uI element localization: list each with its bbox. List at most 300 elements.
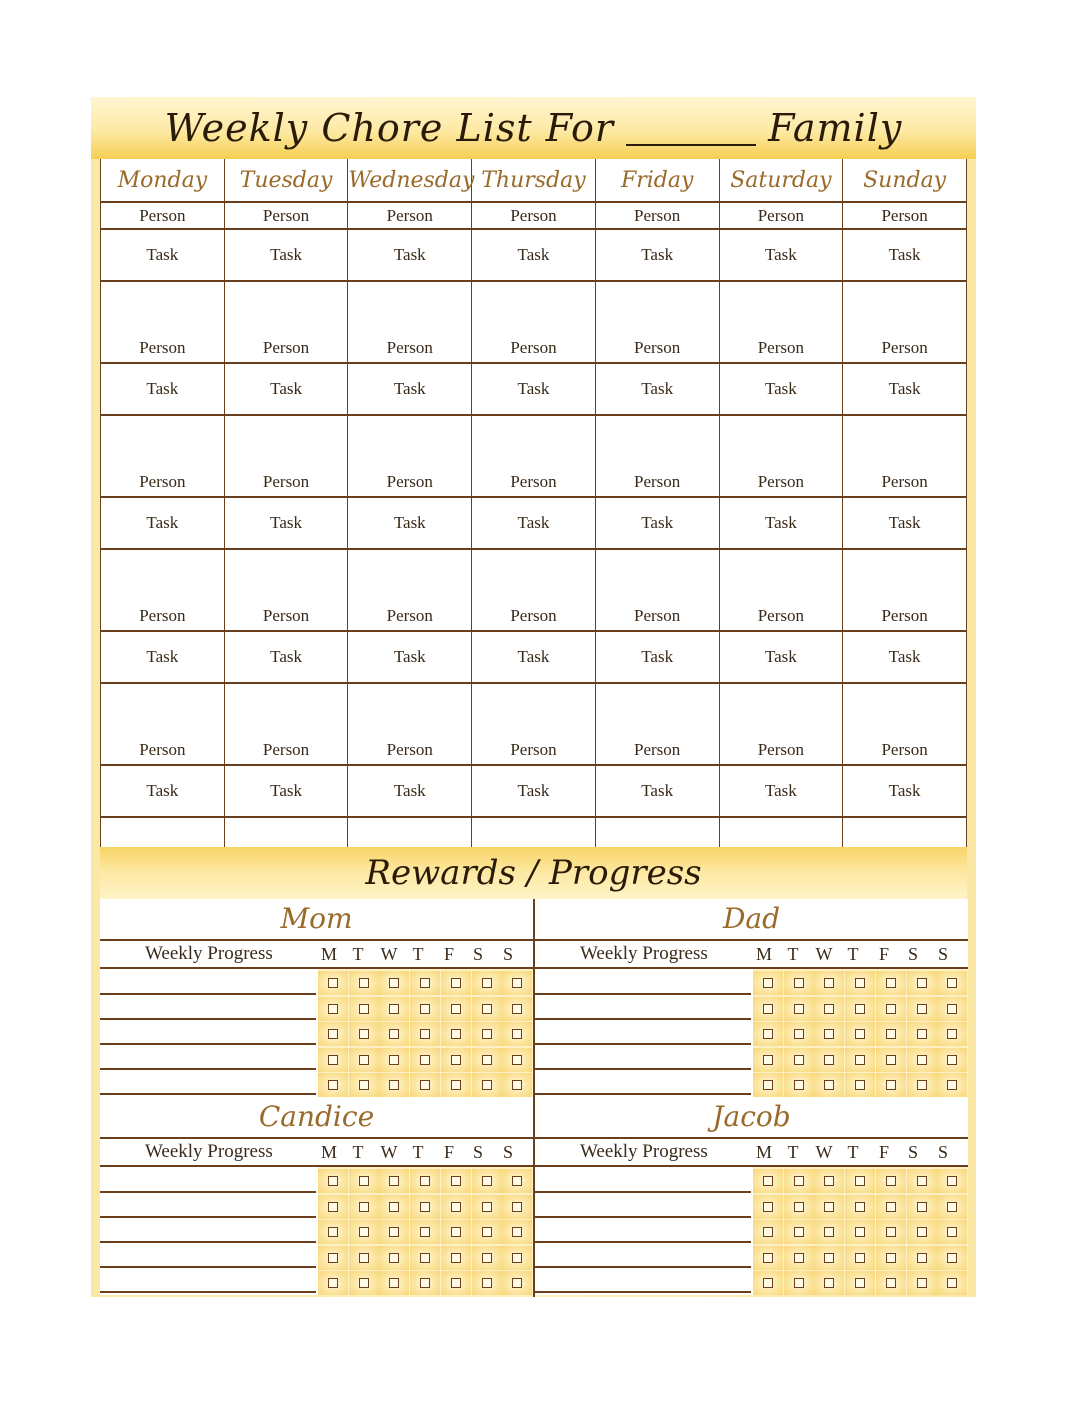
checkbox-square-icon <box>359 1029 369 1039</box>
checkbox[interactable] <box>753 1195 783 1219</box>
day-letter: S <box>502 1142 513 1162</box>
task-row <box>101 765 967 817</box>
checkbox[interactable] <box>937 971 967 995</box>
person-cell-saturday[interactable]: Person <box>719 549 843 631</box>
checkbox[interactable] <box>784 1073 814 1097</box>
checkbox[interactable] <box>349 1220 379 1244</box>
checkbox[interactable] <box>876 1195 906 1219</box>
checkbox[interactable] <box>753 1220 783 1244</box>
person-cell-sunday[interactable]: Person <box>843 281 967 363</box>
checkbox[interactable] <box>876 1246 906 1270</box>
person-cell-friday[interactable]: Person <box>595 683 719 765</box>
checkbox[interactable] <box>907 1195 937 1219</box>
checkbox[interactable] <box>472 1246 502 1270</box>
person-cell-thursday[interactable]: Person <box>472 683 596 765</box>
task-cell-saturday[interactable]: Task <box>719 497 843 549</box>
checkbox-square-icon <box>947 1080 957 1090</box>
task-cell-friday[interactable]: Task <box>595 363 719 415</box>
task-cell-sunday[interactable]: Task <box>843 363 967 415</box>
checkbox[interactable] <box>318 1271 348 1295</box>
checkbox-square-icon <box>482 1253 492 1263</box>
checkbox[interactable] <box>349 1073 379 1097</box>
task-cell-wednesday[interactable]: Task <box>348 765 472 817</box>
checkbox[interactable] <box>937 1022 967 1046</box>
checkbox[interactable] <box>814 1246 844 1270</box>
checkbox-square-icon <box>886 1202 896 1212</box>
checkbox[interactable] <box>814 1271 844 1295</box>
checkbox[interactable] <box>753 997 783 1021</box>
checkbox[interactable] <box>379 1246 409 1270</box>
checkbox-square-icon <box>763 1176 773 1186</box>
task-cell-saturday[interactable]: Task <box>719 363 843 415</box>
checkbox[interactable] <box>814 1220 844 1244</box>
person-cell-thursday[interactable]: Person <box>472 415 596 497</box>
progress-write-line[interactable] <box>100 1266 316 1268</box>
task-cell-thursday[interactable]: Task <box>472 229 596 281</box>
person-cell-wednesday[interactable]: Person <box>348 415 472 497</box>
checkbox-square-icon <box>328 978 338 988</box>
day-header-row <box>101 159 967 202</box>
person-cell-friday[interactable]: Person <box>595 415 719 497</box>
checkbox[interactable] <box>441 971 471 995</box>
title-suffix: Family <box>768 106 903 150</box>
checkbox[interactable] <box>441 1048 471 1072</box>
checkbox[interactable] <box>845 997 875 1021</box>
checkbox-square-icon <box>947 1176 957 1186</box>
day-letter: F <box>443 944 454 964</box>
checkbox[interactable] <box>784 1220 814 1244</box>
checkbox[interactable] <box>876 1271 906 1295</box>
task-cell-monday[interactable]: Task <box>101 765 225 817</box>
checkbox[interactable] <box>907 1169 937 1193</box>
checkbox[interactable] <box>814 971 844 995</box>
progress-write-line[interactable] <box>100 1241 316 1243</box>
task-cell-wednesday[interactable]: Task <box>348 497 472 549</box>
progress-write-line[interactable] <box>535 1093 751 1095</box>
progress-write-line[interactable] <box>535 1291 751 1293</box>
task-cell-saturday[interactable]: Task <box>719 631 843 683</box>
person-cell-tuesday[interactable]: Person <box>224 549 348 631</box>
checkbox[interactable] <box>410 1271 440 1295</box>
checkbox[interactable] <box>907 1246 937 1270</box>
checkbox[interactable] <box>907 971 937 995</box>
checkbox[interactable] <box>379 1220 409 1244</box>
checkbox[interactable] <box>876 1048 906 1072</box>
checkbox-square-icon <box>794 1080 804 1090</box>
checkbox[interactable] <box>502 997 532 1021</box>
person-cell-tuesday[interactable]: Person <box>224 202 348 229</box>
checkbox-square-icon <box>947 1202 957 1212</box>
day-letter: W <box>380 1142 398 1162</box>
checkbox[interactable] <box>907 1022 937 1046</box>
checkbox[interactable] <box>907 1271 937 1295</box>
checkbox[interactable] <box>784 997 814 1021</box>
person-cell-sunday[interactable]: Person <box>843 415 967 497</box>
checkbox[interactable] <box>502 1220 532 1244</box>
task-cell-thursday[interactable]: Task <box>472 765 596 817</box>
page-title <box>165 106 903 150</box>
checkbox[interactable] <box>753 1246 783 1270</box>
checkbox-square-icon <box>855 1253 865 1263</box>
checkbox[interactable] <box>845 1048 875 1072</box>
checkbox[interactable] <box>379 1022 409 1046</box>
checkbox-square-icon <box>420 1055 430 1065</box>
progress-write-line[interactable] <box>100 1093 316 1095</box>
task-cell-saturday[interactable]: Task <box>719 229 843 281</box>
checkbox[interactable] <box>379 1195 409 1219</box>
task-cell-sunday[interactable]: Task <box>843 631 967 683</box>
checkbox-square-icon <box>328 1227 338 1237</box>
person-cell-sunday[interactable]: Person <box>843 202 967 229</box>
day-letter: T <box>787 944 799 964</box>
checkbox[interactable] <box>814 1048 844 1072</box>
checkbox[interactable] <box>502 1271 532 1295</box>
person-name: Jacob <box>535 1097 968 1139</box>
checkbox[interactable] <box>753 1169 783 1193</box>
checkbox[interactable] <box>441 997 471 1021</box>
checkbox[interactable] <box>410 997 440 1021</box>
checkbox-square-icon <box>359 1176 369 1186</box>
day-letter: M <box>320 944 337 964</box>
task-cell-wednesday[interactable]: Task <box>348 363 472 415</box>
checkbox[interactable] <box>318 1220 348 1244</box>
progress-write-line[interactable] <box>100 1191 316 1193</box>
checkbox[interactable] <box>845 1220 875 1244</box>
checkbox-square-icon <box>420 1253 430 1263</box>
checkbox-square-icon <box>855 1176 865 1186</box>
progress-write-line[interactable] <box>535 1216 751 1218</box>
progress-write-line[interactable] <box>100 1291 316 1293</box>
checkbox[interactable] <box>349 1022 379 1046</box>
task-cell-sunday[interactable]: Task <box>843 497 967 549</box>
checkbox[interactable] <box>349 1169 379 1193</box>
task-cell-friday[interactable]: Task <box>595 229 719 281</box>
checkbox[interactable] <box>502 1195 532 1219</box>
checkbox[interactable] <box>784 1195 814 1219</box>
task-cell-sunday[interactable]: Task <box>843 765 967 817</box>
progress-write-line[interactable] <box>100 1068 316 1070</box>
checkbox-square-icon <box>794 1278 804 1288</box>
checkbox[interactable] <box>441 1271 471 1295</box>
checkbox[interactable] <box>349 1048 379 1072</box>
checkbox[interactable] <box>441 1195 471 1219</box>
checkbox[interactable] <box>937 1246 967 1270</box>
task-cell-tuesday[interactable]: Task <box>224 229 348 281</box>
checkbox[interactable] <box>318 971 348 995</box>
checkbox[interactable] <box>441 1246 471 1270</box>
progress-write-line[interactable] <box>100 1043 316 1045</box>
checkbox[interactable] <box>907 1048 937 1072</box>
person-cell-wednesday[interactable]: Person <box>348 281 472 363</box>
checkbox-square-icon <box>763 1227 773 1237</box>
task-cell-wednesday[interactable]: Task <box>348 631 472 683</box>
checkbox[interactable] <box>907 997 937 1021</box>
task-cell-sunday[interactable]: Task <box>843 229 967 281</box>
task-cell-friday[interactable]: Task <box>595 765 719 817</box>
checkbox[interactable] <box>814 1169 844 1193</box>
checkbox[interactable] <box>876 1073 906 1097</box>
person-cell-monday[interactable]: Person <box>101 683 225 765</box>
checkbox-square-icon <box>482 1029 492 1039</box>
checkbox[interactable] <box>349 971 379 995</box>
checkbox[interactable] <box>472 1220 502 1244</box>
task-cell-monday[interactable]: Task <box>101 363 225 415</box>
checkbox[interactable] <box>318 1169 348 1193</box>
checkbox[interactable] <box>502 1073 532 1097</box>
checkbox[interactable] <box>472 1022 502 1046</box>
checkbox[interactable] <box>318 1022 348 1046</box>
checkbox-square-icon <box>359 1227 369 1237</box>
checkbox[interactable] <box>784 1048 814 1072</box>
day-letter: T <box>847 1142 859 1162</box>
checkbox-square-icon <box>482 1176 492 1186</box>
checkbox-square-icon <box>389 1029 399 1039</box>
checkbox[interactable] <box>502 1246 532 1270</box>
checkbox[interactable] <box>318 997 348 1021</box>
person-cell-monday[interactable]: Person <box>101 202 225 229</box>
checkbox[interactable] <box>502 1169 532 1193</box>
checkbox-square-icon <box>886 1278 896 1288</box>
checkbox[interactable] <box>937 1048 967 1072</box>
checkbox[interactable] <box>876 997 906 1021</box>
checkbox[interactable] <box>907 1073 937 1097</box>
checkbox-square-icon <box>917 1278 927 1288</box>
checkbox-square-icon <box>512 1080 522 1090</box>
checkbox[interactable] <box>410 1195 440 1219</box>
checkbox-square-icon <box>917 1080 927 1090</box>
checkbox[interactable] <box>845 1271 875 1295</box>
progress-write-line[interactable] <box>535 993 751 995</box>
checkbox[interactable] <box>876 1169 906 1193</box>
checkbox[interactable] <box>784 1169 814 1193</box>
person-cell-monday[interactable]: Person <box>101 549 225 631</box>
checkbox[interactable] <box>410 1246 440 1270</box>
checkbox[interactable] <box>318 1195 348 1219</box>
checkbox-square-icon <box>512 1253 522 1263</box>
checkbox[interactable] <box>349 1271 379 1295</box>
checkbox-square-icon <box>886 1080 896 1090</box>
person-name: Candice <box>100 1097 533 1139</box>
task-cell-tuesday[interactable]: Task <box>224 363 348 415</box>
checkbox[interactable] <box>379 1271 409 1295</box>
progress-write-line[interactable] <box>535 1241 751 1243</box>
checkbox[interactable] <box>349 997 379 1021</box>
checkbox[interactable] <box>784 1022 814 1046</box>
checkbox[interactable] <box>937 1220 967 1244</box>
checkbox[interactable] <box>753 1073 783 1097</box>
checkbox[interactable] <box>784 1246 814 1270</box>
day-letter: W <box>380 944 398 964</box>
task-cell-monday[interactable]: Task <box>101 631 225 683</box>
person-cell-saturday[interactable]: Person <box>719 415 843 497</box>
person-cell-tuesday[interactable]: Person <box>224 415 348 497</box>
person-cell-monday[interactable]: Person <box>101 281 225 363</box>
checkbox[interactable] <box>845 1073 875 1097</box>
checkbox[interactable] <box>318 1048 348 1072</box>
checkbox[interactable] <box>472 971 502 995</box>
checkbox[interactable] <box>814 1073 844 1097</box>
checkbox-square-icon <box>947 1278 957 1288</box>
progress-write-line[interactable] <box>535 1266 751 1268</box>
checkbox-square-icon <box>794 1227 804 1237</box>
checkbox-square-icon <box>451 1055 461 1065</box>
checkbox[interactable] <box>410 1220 440 1244</box>
day-letter: F <box>878 944 889 964</box>
person-cell-monday[interactable]: Person <box>101 415 225 497</box>
checkbox[interactable] <box>502 1048 532 1072</box>
person-name: Mom <box>100 899 533 941</box>
checkbox[interactable] <box>379 1073 409 1097</box>
task-cell-monday[interactable]: Task <box>101 229 225 281</box>
checkbox[interactable] <box>814 1022 844 1046</box>
checkbox-square-icon <box>886 978 896 988</box>
checkbox[interactable] <box>379 997 409 1021</box>
checkbox[interactable] <box>318 1073 348 1097</box>
task-cell-thursday[interactable]: Task <box>472 497 596 549</box>
checkbox-square-icon <box>359 1202 369 1212</box>
checkbox[interactable] <box>937 1195 967 1219</box>
checkbox[interactable] <box>753 1022 783 1046</box>
person-cell-friday[interactable]: Person <box>595 202 719 229</box>
checkbox[interactable] <box>441 1220 471 1244</box>
checkbox-square-icon <box>824 1004 834 1014</box>
checkbox-square-icon <box>389 1176 399 1186</box>
progress-write-line[interactable] <box>535 1191 751 1193</box>
person-cell-sunday[interactable]: Person <box>843 683 967 765</box>
checkbox[interactable] <box>814 1195 844 1219</box>
person-cell-wednesday[interactable]: Person <box>348 683 472 765</box>
progress-write-line[interactable] <box>535 1043 751 1045</box>
person-cell-tuesday[interactable]: Person <box>224 281 348 363</box>
task-cell-thursday[interactable]: Task <box>472 631 596 683</box>
checkbox[interactable] <box>410 1022 440 1046</box>
day-header-sunday: Sunday <box>843 159 967 202</box>
task-cell-thursday[interactable]: Task <box>472 363 596 415</box>
task-cell-tuesday[interactable]: Task <box>224 497 348 549</box>
person-cell-wednesday[interactable]: Person <box>348 549 472 631</box>
progress-write-line[interactable] <box>100 1018 316 1020</box>
checkbox[interactable] <box>845 1195 875 1219</box>
checkbox[interactable] <box>937 997 967 1021</box>
person-cell-friday[interactable]: Person <box>595 549 719 631</box>
checkbox[interactable] <box>379 971 409 995</box>
checkbox-square-icon <box>886 1029 896 1039</box>
task-cell-friday[interactable]: Task <box>595 631 719 683</box>
task-cell-tuesday[interactable]: Task <box>224 765 348 817</box>
person-cell-saturday[interactable]: Person <box>719 281 843 363</box>
checkbox[interactable] <box>379 1169 409 1193</box>
checkbox[interactable] <box>502 971 532 995</box>
checkbox[interactable] <box>349 1195 379 1219</box>
checkbox-square-icon <box>794 1055 804 1065</box>
checkbox[interactable] <box>845 1169 875 1193</box>
checkbox[interactable] <box>472 997 502 1021</box>
task-cell-wednesday[interactable]: Task <box>348 229 472 281</box>
checkbox[interactable] <box>472 1048 502 1072</box>
weekly-progress-label: Weekly Progress <box>580 943 708 964</box>
person-cell-saturday[interactable]: Person <box>719 683 843 765</box>
checkbox[interactable] <box>753 1271 783 1295</box>
checkbox[interactable] <box>441 1169 471 1193</box>
checkbox[interactable] <box>502 1022 532 1046</box>
checkbox[interactable] <box>876 1220 906 1244</box>
checkbox[interactable] <box>410 1169 440 1193</box>
task-cell-saturday[interactable]: Task <box>719 765 843 817</box>
checkbox[interactable] <box>784 971 814 995</box>
progress-write-line[interactable] <box>100 1216 316 1218</box>
day-header-thursday: Thursday <box>472 159 596 202</box>
checkbox-grid <box>318 1167 533 1295</box>
person-cell-sunday[interactable]: Person <box>843 549 967 631</box>
progress-write-line[interactable] <box>535 1068 751 1070</box>
day-header-wednesday: Wednesday <box>348 159 472 202</box>
checkbox[interactable] <box>937 1073 967 1097</box>
checkbox[interactable] <box>472 1195 502 1219</box>
person-cell-saturday[interactable]: Person <box>719 202 843 229</box>
checkbox[interactable] <box>441 1022 471 1046</box>
checkbox[interactable] <box>410 1073 440 1097</box>
day-header-tuesday: Tuesday <box>224 159 348 202</box>
progress-header <box>535 941 968 969</box>
checkbox[interactable] <box>472 1271 502 1295</box>
checkbox[interactable] <box>876 1022 906 1046</box>
checkbox[interactable] <box>753 1048 783 1072</box>
checkbox-square-icon <box>482 1080 492 1090</box>
day-header-friday: Friday <box>595 159 719 202</box>
checkbox[interactable] <box>937 1271 967 1295</box>
checkbox[interactable] <box>907 1220 937 1244</box>
person-cell-tuesday[interactable]: Person <box>224 683 348 765</box>
progress-write-line[interactable] <box>100 993 316 995</box>
chore-table <box>100 159 967 869</box>
day-letter: W <box>815 944 833 964</box>
checkbox-square-icon <box>328 1278 338 1288</box>
task-cell-tuesday[interactable]: Task <box>224 631 348 683</box>
checkbox[interactable] <box>876 971 906 995</box>
checkbox[interactable] <box>410 1048 440 1072</box>
person-cell-wednesday[interactable]: Person <box>348 202 472 229</box>
task-cell-friday[interactable]: Task <box>595 497 719 549</box>
checkbox[interactable] <box>349 1246 379 1270</box>
checkbox[interactable] <box>472 1169 502 1193</box>
checkbox-square-icon <box>389 1055 399 1065</box>
progress-write-line[interactable] <box>535 1018 751 1020</box>
checkbox[interactable] <box>379 1048 409 1072</box>
checkbox[interactable] <box>410 971 440 995</box>
person-cell-thursday[interactable]: Person <box>472 202 596 229</box>
checkbox[interactable] <box>441 1073 471 1097</box>
checkbox[interactable] <box>814 997 844 1021</box>
checkbox[interactable] <box>845 1022 875 1046</box>
checkbox[interactable] <box>318 1246 348 1270</box>
family-name-blank[interactable] <box>626 118 756 146</box>
checkbox-square-icon <box>359 1278 369 1288</box>
checkbox[interactable] <box>784 1271 814 1295</box>
person-cell-thursday[interactable]: Person <box>472 549 596 631</box>
checkbox[interactable] <box>845 971 875 995</box>
task-cell-monday[interactable]: Task <box>101 497 225 549</box>
person-cell-friday[interactable]: Person <box>595 281 719 363</box>
checkbox[interactable] <box>937 1169 967 1193</box>
progress-panel-dad <box>535 899 968 1097</box>
checkbox-square-icon <box>763 1004 773 1014</box>
person-cell-thursday[interactable]: Person <box>472 281 596 363</box>
checkbox-square-icon <box>824 1278 834 1288</box>
checkbox[interactable] <box>845 1246 875 1270</box>
checkbox-grid <box>318 969 533 1097</box>
checkbox[interactable] <box>472 1073 502 1097</box>
checkbox[interactable] <box>753 971 783 995</box>
